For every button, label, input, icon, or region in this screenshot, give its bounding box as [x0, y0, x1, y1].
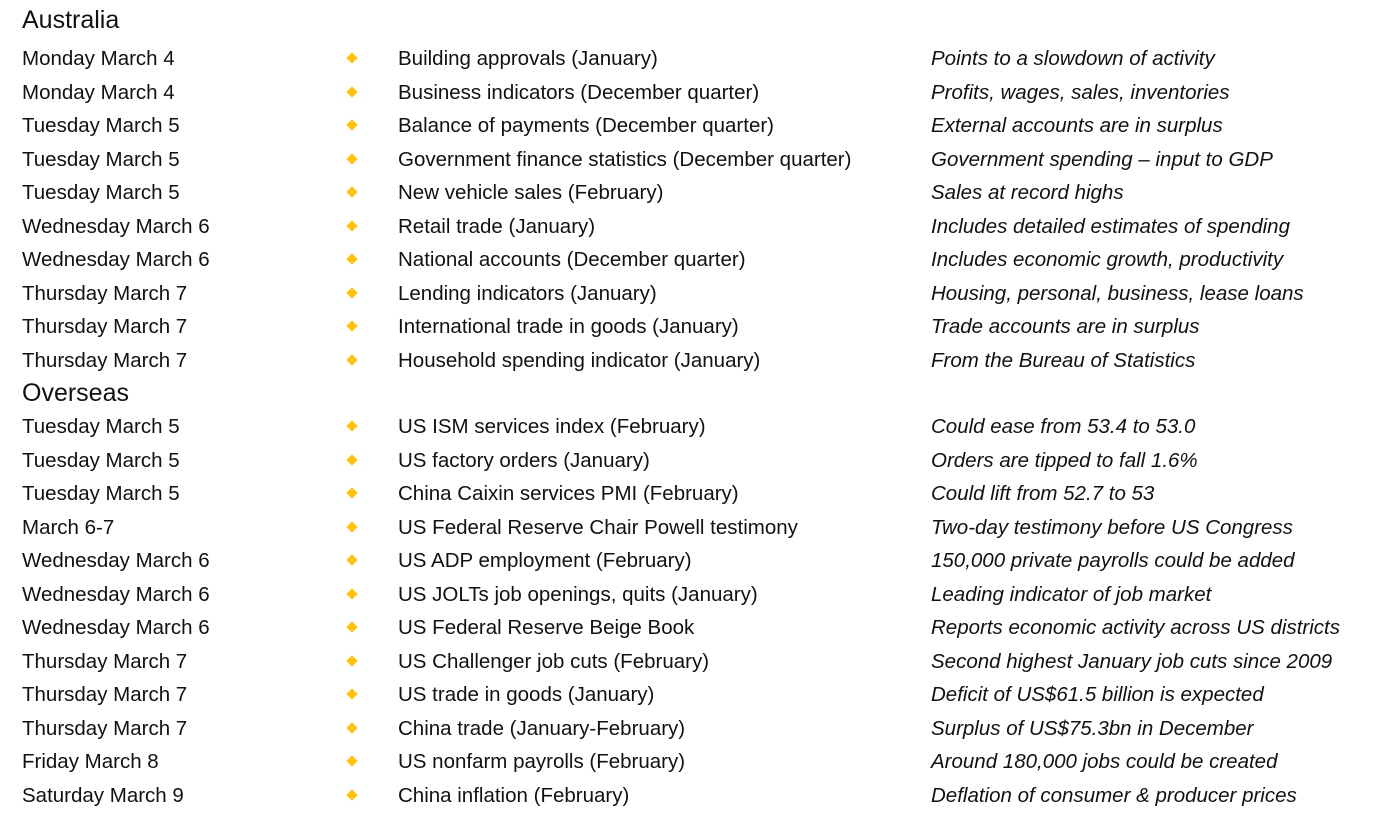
event-date: Thursday March 7	[22, 315, 188, 338]
event-note: 150,000 private payrolls could be added	[931, 549, 1295, 572]
event-name: US Federal Reserve Beige Book	[398, 616, 695, 639]
calendar-row	[0, 42, 1384, 76]
event-name: Lending indicators (January)	[398, 281, 657, 305]
calendar-row	[0, 779, 1384, 813]
event-date: Thursday March 7	[22, 649, 188, 673]
diamond-bullet-icon	[346, 487, 357, 498]
event-note: Includes economic growth, productivity	[931, 248, 1284, 271]
event-note: Sales at record highs	[931, 181, 1124, 204]
calendar-row	[0, 578, 1384, 612]
event-date: Tuesday March 5	[22, 147, 180, 171]
event-name: US trade in goods (January)	[398, 683, 655, 706]
event-name: China Caixin services PMI (February)	[398, 482, 739, 505]
diamond-bullet-icon	[346, 253, 357, 264]
calendar-row	[0, 745, 1384, 779]
event-date: Friday March 8	[22, 750, 159, 773]
event-note: Deficit of US$61.5 billion is expected	[931, 683, 1264, 706]
event-date: Tuesday March 5	[22, 181, 180, 204]
event-date: Tuesday March 5	[22, 482, 180, 505]
diamond-bullet-icon	[346, 320, 357, 331]
diamond-bullet-icon	[346, 354, 357, 365]
event-note: From the Bureau of Statistics	[931, 348, 1196, 372]
event-note: Two-day testimony before US Congress	[931, 515, 1293, 539]
calendar-row	[0, 544, 1384, 578]
diamond-bullet-icon	[346, 521, 357, 532]
event-date: Thursday March 7	[22, 348, 188, 372]
event-note: Second highest January job cuts since 2009	[931, 649, 1333, 673]
section-title-australia: Australia	[22, 6, 120, 34]
event-date: Tuesday March 5	[22, 114, 180, 137]
event-date: Saturday March 9	[22, 783, 184, 807]
event-date: Monday March 4	[22, 80, 175, 104]
event-date: March 6-7	[22, 515, 115, 539]
calendar-row	[0, 444, 1384, 478]
diamond-bullet-icon	[346, 755, 357, 766]
calendar-row	[0, 76, 1384, 110]
diamond-bullet-icon	[346, 554, 357, 565]
event-date: Tuesday March 5	[22, 448, 180, 472]
event-name: Household spending indicator (January)	[398, 348, 761, 372]
diamond-bullet-icon	[346, 655, 357, 666]
event-note: Housing, personal, business, lease loans	[931, 281, 1304, 305]
event-date: Wednesday March 6	[22, 214, 210, 238]
event-name: US nonfarm payrolls (February)	[398, 750, 686, 773]
event-name: China inflation (February)	[398, 783, 630, 807]
event-note: Deflation of consumer & producer prices	[931, 783, 1297, 807]
calendar-row	[0, 143, 1384, 177]
calendar-row	[0, 410, 1384, 444]
event-note: Reports economic activity across US districts	[931, 616, 1340, 639]
event-name: US Federal Reserve Chair Powell testimony	[398, 515, 798, 539]
event-note: Surplus of US$75.3bn in December	[931, 716, 1254, 740]
event-note: Could ease from 53.4 to 53.0	[931, 415, 1196, 438]
event-date: Thursday March 7	[22, 716, 188, 740]
diamond-bullet-icon	[346, 722, 357, 733]
calendar-row	[0, 477, 1384, 511]
event-name: Retail trade (January)	[398, 214, 596, 238]
event-name: US JOLTs job openings, quits (January)	[398, 582, 758, 606]
event-date: Wednesday March 6	[22, 549, 210, 572]
event-date: Thursday March 7	[22, 281, 188, 305]
diamond-bullet-icon	[346, 789, 357, 800]
event-date: Thursday March 7	[22, 683, 188, 706]
calendar-row	[0, 712, 1384, 746]
calendar-row	[0, 645, 1384, 679]
event-name: Balance of payments (December quarter)	[398, 114, 775, 137]
diamond-bullet-icon	[346, 287, 357, 298]
diamond-bullet-icon	[346, 119, 357, 130]
calendar-row	[0, 176, 1384, 210]
diamond-bullet-icon	[346, 454, 357, 465]
event-note: Points to a slowdown of activity	[931, 47, 1215, 70]
event-note: Trade accounts are in surplus	[931, 315, 1200, 338]
event-name: Government finance statistics (December quarter)	[398, 147, 852, 171]
calendar-row	[0, 611, 1384, 645]
calendar-row	[0, 243, 1384, 277]
event-date: Wednesday March 6	[22, 582, 210, 606]
event-date: Wednesday March 6	[22, 616, 210, 639]
diamond-bullet-icon	[346, 420, 357, 431]
diamond-bullet-icon	[346, 220, 357, 231]
event-note: External accounts are in surplus	[931, 114, 1223, 137]
event-name: Business indicators (December quarter)	[398, 80, 760, 104]
event-name: US ISM services index (February)	[398, 415, 706, 438]
diamond-bullet-icon	[346, 186, 357, 197]
diamond-bullet-icon	[346, 86, 357, 97]
diamond-bullet-icon	[346, 588, 357, 599]
calendar-row	[0, 109, 1384, 143]
section-title-overseas: Overseas	[22, 379, 129, 407]
event-name: Building approvals (January)	[398, 47, 658, 70]
calendar-row	[0, 678, 1384, 712]
event-name: US ADP employment (February)	[398, 549, 692, 572]
event-date: Tuesday March 5	[22, 415, 180, 438]
calendar-row	[0, 277, 1384, 311]
diamond-bullet-icon	[346, 52, 357, 63]
event-date: Monday March 4	[22, 47, 175, 70]
event-note: Includes detailed estimates of spending	[931, 214, 1290, 238]
event-note: Could lift from 52.7 to 53	[931, 482, 1155, 505]
event-name: New vehicle sales (February)	[398, 181, 664, 204]
event-name: US factory orders (January)	[398, 448, 650, 472]
calendar-row	[0, 210, 1384, 244]
calendar-row	[0, 310, 1384, 344]
event-date: Wednesday March 6	[22, 248, 210, 271]
event-note: Around 180,000 jobs could be created	[931, 750, 1278, 773]
event-name: National accounts (December quarter)	[398, 248, 746, 271]
calendar-row	[0, 511, 1384, 545]
diamond-bullet-icon	[346, 688, 357, 699]
calendar-row	[0, 344, 1384, 378]
event-name: International trade in goods (January)	[398, 315, 739, 338]
event-note: Orders are tipped to fall 1.6%	[931, 448, 1198, 472]
event-note: Leading indicator of job market	[931, 582, 1212, 606]
diamond-bullet-icon	[346, 153, 357, 164]
event-name: US Challenger job cuts (February)	[398, 649, 710, 673]
event-note: Profits, wages, sales, inventories	[931, 80, 1230, 104]
event-note: Government spending – input to GDP	[931, 147, 1273, 171]
event-name: China trade (January-February)	[398, 716, 686, 740]
diamond-bullet-icon	[346, 621, 357, 632]
